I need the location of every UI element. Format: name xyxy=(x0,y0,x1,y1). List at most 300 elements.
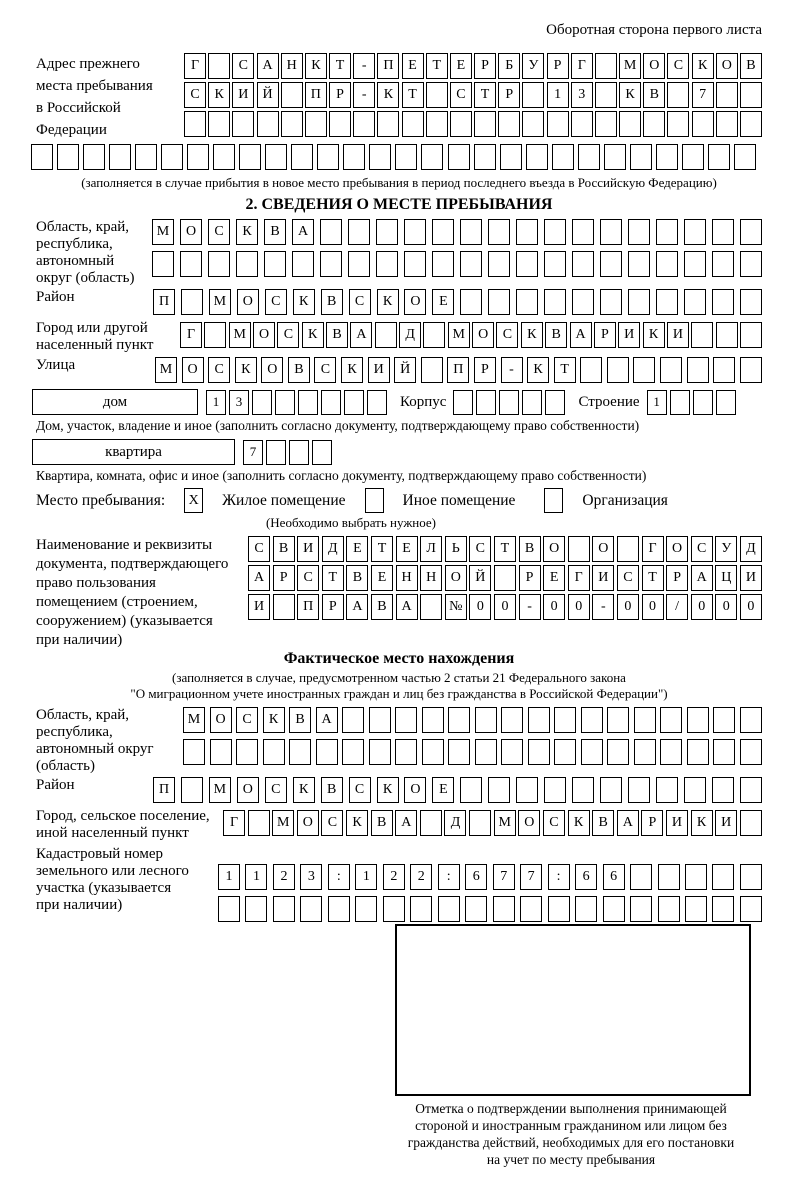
char-box[interactable] xyxy=(320,219,342,245)
char-box[interactable]: У xyxy=(522,53,544,79)
char-box[interactable] xyxy=(210,739,232,765)
char-box[interactable]: С xyxy=(349,777,371,803)
char-box[interactable]: О xyxy=(716,53,738,79)
char-box[interactable] xyxy=(494,565,516,591)
char-box[interactable]: В xyxy=(545,322,567,348)
char-box[interactable]: О xyxy=(237,777,259,803)
char-box[interactable] xyxy=(595,82,617,108)
char-box[interactable] xyxy=(660,707,682,733)
char-box[interactable]: А xyxy=(617,810,639,836)
char-box[interactable] xyxy=(734,144,756,170)
char-box[interactable] xyxy=(554,707,576,733)
char-box[interactable] xyxy=(453,390,473,415)
char-box[interactable] xyxy=(682,144,704,170)
char-box[interactable]: К xyxy=(263,707,285,733)
char-box[interactable]: О xyxy=(237,289,259,315)
char-box[interactable] xyxy=(716,322,738,348)
char-box[interactable] xyxy=(291,144,313,170)
char-box[interactable]: - xyxy=(353,82,375,108)
char-box[interactable] xyxy=(600,219,622,245)
char-box[interactable]: № xyxy=(445,594,467,620)
char-box[interactable]: К xyxy=(691,810,713,836)
char-box[interactable]: 1 xyxy=(355,864,377,890)
char-box[interactable] xyxy=(740,111,762,137)
char-box[interactable]: М xyxy=(155,357,177,383)
char-box[interactable]: О xyxy=(253,322,275,348)
char-box[interactable] xyxy=(432,251,454,277)
char-box[interactable] xyxy=(740,219,762,245)
char-box[interactable] xyxy=(740,810,762,836)
char-box[interactable]: И xyxy=(232,82,254,108)
char-box[interactable] xyxy=(369,739,391,765)
char-box[interactable]: О xyxy=(543,536,565,562)
char-box[interactable]: 7 xyxy=(520,864,542,890)
char-box[interactable] xyxy=(395,739,417,765)
char-box[interactable]: Р xyxy=(641,810,663,836)
char-box[interactable] xyxy=(658,864,680,890)
char-box[interactable]: Й xyxy=(394,357,416,383)
char-box[interactable]: 1 xyxy=(218,864,240,890)
char-box[interactable]: Б xyxy=(498,53,520,79)
char-box[interactable] xyxy=(604,144,626,170)
char-box[interactable] xyxy=(684,251,706,277)
char-box[interactable] xyxy=(498,111,520,137)
char-box[interactable]: О xyxy=(643,53,665,79)
char-box[interactable]: 1 xyxy=(647,390,667,415)
char-box[interactable]: С xyxy=(265,777,287,803)
char-box[interactable] xyxy=(367,390,387,415)
char-box[interactable] xyxy=(656,777,678,803)
char-box[interactable] xyxy=(643,111,665,137)
char-box[interactable]: В xyxy=(326,322,348,348)
char-box[interactable] xyxy=(383,896,405,922)
char-box[interactable] xyxy=(501,739,523,765)
char-box[interactable] xyxy=(344,390,364,415)
char-box[interactable] xyxy=(656,219,678,245)
char-box[interactable] xyxy=(712,864,734,890)
char-box[interactable] xyxy=(571,111,593,137)
char-box[interactable]: Е xyxy=(346,536,368,562)
char-box[interactable]: А xyxy=(257,53,279,79)
char-box[interactable] xyxy=(687,357,709,383)
char-box[interactable] xyxy=(432,219,454,245)
char-box[interactable] xyxy=(426,111,448,137)
char-box[interactable]: О xyxy=(404,777,426,803)
char-box[interactable]: Е xyxy=(432,777,454,803)
char-box[interactable]: - xyxy=(519,594,541,620)
char-box[interactable]: С xyxy=(232,53,254,79)
char-box[interactable]: : xyxy=(548,864,570,890)
char-box[interactable]: 2 xyxy=(383,864,405,890)
char-box[interactable] xyxy=(488,251,510,277)
char-box[interactable] xyxy=(460,219,482,245)
char-box[interactable] xyxy=(630,864,652,890)
char-box[interactable] xyxy=(316,739,338,765)
char-box[interactable] xyxy=(692,111,714,137)
char-box[interactable] xyxy=(595,111,617,137)
char-box[interactable] xyxy=(628,289,650,315)
char-box[interactable] xyxy=(740,251,762,277)
checkbox-other-premises[interactable] xyxy=(365,488,384,513)
char-box[interactable]: 7 xyxy=(493,864,515,890)
char-box[interactable]: Т xyxy=(554,357,576,383)
char-box[interactable]: 7 xyxy=(692,82,714,108)
char-box[interactable] xyxy=(474,144,496,170)
char-box[interactable] xyxy=(236,739,258,765)
char-box[interactable]: С xyxy=(184,82,206,108)
char-box[interactable]: Т xyxy=(642,565,664,591)
char-box[interactable] xyxy=(740,82,762,108)
char-box[interactable] xyxy=(289,739,311,765)
char-box[interactable] xyxy=(317,144,339,170)
char-box[interactable]: Д xyxy=(444,810,466,836)
char-box[interactable] xyxy=(476,390,496,415)
char-box[interactable] xyxy=(548,896,570,922)
char-box[interactable] xyxy=(289,440,309,465)
char-box[interactable]: 1 xyxy=(245,864,267,890)
char-box[interactable] xyxy=(410,896,432,922)
char-box[interactable] xyxy=(660,357,682,383)
char-box[interactable]: К xyxy=(527,357,549,383)
char-box[interactable]: С xyxy=(667,53,689,79)
char-box[interactable]: Т xyxy=(329,53,351,79)
char-box[interactable]: А xyxy=(691,565,713,591)
char-box[interactable]: Й xyxy=(469,565,491,591)
char-box[interactable] xyxy=(628,251,650,277)
char-box[interactable] xyxy=(448,707,470,733)
char-box[interactable]: О xyxy=(297,810,319,836)
char-box[interactable] xyxy=(600,777,622,803)
char-box[interactable] xyxy=(273,896,295,922)
char-box[interactable]: С xyxy=(277,322,299,348)
char-box[interactable] xyxy=(712,777,734,803)
char-box[interactable] xyxy=(713,739,735,765)
char-box[interactable] xyxy=(528,739,550,765)
char-box[interactable]: А xyxy=(570,322,592,348)
char-box[interactable] xyxy=(187,144,209,170)
char-box[interactable] xyxy=(320,251,342,277)
char-box[interactable] xyxy=(607,739,629,765)
char-box[interactable] xyxy=(369,144,391,170)
checkbox-organization[interactable] xyxy=(544,488,563,513)
char-box[interactable] xyxy=(376,251,398,277)
char-box[interactable] xyxy=(421,144,443,170)
char-box[interactable] xyxy=(607,707,629,733)
char-box[interactable]: К xyxy=(208,82,230,108)
char-box[interactable]: О xyxy=(518,810,540,836)
char-box[interactable]: К xyxy=(643,322,665,348)
char-box[interactable]: 0 xyxy=(494,594,516,620)
char-box[interactable] xyxy=(265,144,287,170)
char-box[interactable] xyxy=(712,896,734,922)
char-box[interactable]: И xyxy=(592,565,614,591)
char-box[interactable] xyxy=(135,144,157,170)
char-box[interactable]: Т xyxy=(426,53,448,79)
char-box[interactable] xyxy=(740,322,762,348)
char-box[interactable] xyxy=(687,739,709,765)
char-box[interactable]: К xyxy=(346,810,368,836)
char-box[interactable] xyxy=(248,810,270,836)
char-box[interactable] xyxy=(568,536,590,562)
char-box[interactable]: 7 xyxy=(243,440,263,465)
char-box[interactable] xyxy=(528,707,550,733)
char-box[interactable]: Р xyxy=(273,565,295,591)
char-box[interactable] xyxy=(321,390,341,415)
char-box[interactable]: - xyxy=(501,357,523,383)
char-box[interactable] xyxy=(239,144,261,170)
char-box[interactable]: Л xyxy=(420,536,442,562)
char-box[interactable]: П xyxy=(297,594,319,620)
char-box[interactable]: Н xyxy=(281,53,303,79)
char-box[interactable] xyxy=(266,440,286,465)
char-box[interactable] xyxy=(208,111,230,137)
char-box[interactable]: В xyxy=(643,82,665,108)
char-box[interactable]: С xyxy=(208,219,230,245)
char-box[interactable] xyxy=(257,111,279,137)
char-box[interactable] xyxy=(348,251,370,277)
char-box[interactable]: Г xyxy=(223,810,245,836)
char-box[interactable]: 6 xyxy=(575,864,597,890)
char-box[interactable] xyxy=(684,219,706,245)
char-box[interactable] xyxy=(740,896,762,922)
char-box[interactable] xyxy=(656,251,678,277)
char-box[interactable]: 0 xyxy=(715,594,737,620)
char-box[interactable] xyxy=(630,896,652,922)
char-box[interactable]: Т xyxy=(494,536,516,562)
char-box[interactable] xyxy=(252,390,272,415)
char-box[interactable]: С xyxy=(496,322,518,348)
char-box[interactable] xyxy=(181,289,203,315)
char-box[interactable] xyxy=(501,707,523,733)
char-box[interactable] xyxy=(422,707,444,733)
char-box[interactable]: 0 xyxy=(740,594,762,620)
char-box[interactable] xyxy=(572,219,594,245)
char-box[interactable]: П xyxy=(153,777,175,803)
char-box[interactable]: Е xyxy=(543,565,565,591)
char-box[interactable]: В xyxy=(288,357,310,383)
char-box[interactable]: О xyxy=(182,357,204,383)
char-box[interactable] xyxy=(740,777,762,803)
char-box[interactable] xyxy=(208,53,230,79)
char-box[interactable]: П xyxy=(377,53,399,79)
char-box[interactable] xyxy=(375,322,397,348)
char-box[interactable] xyxy=(740,707,762,733)
char-box[interactable]: Р xyxy=(474,53,496,79)
char-box[interactable] xyxy=(716,111,738,137)
char-box[interactable]: 0 xyxy=(691,594,713,620)
char-box[interactable] xyxy=(716,390,736,415)
char-box[interactable] xyxy=(469,810,491,836)
char-box[interactable]: А xyxy=(395,810,417,836)
char-box[interactable] xyxy=(281,82,303,108)
char-box[interactable] xyxy=(544,219,566,245)
char-box[interactable]: С xyxy=(314,357,336,383)
char-box[interactable]: Г xyxy=(571,53,593,79)
char-box[interactable]: 2 xyxy=(273,864,295,890)
char-box[interactable] xyxy=(342,707,364,733)
char-box[interactable] xyxy=(329,111,351,137)
char-box[interactable] xyxy=(474,111,496,137)
char-box[interactable]: К xyxy=(293,289,315,315)
char-box[interactable] xyxy=(713,707,735,733)
char-box[interactable]: Е xyxy=(450,53,472,79)
char-box[interactable] xyxy=(264,251,286,277)
char-box[interactable]: - xyxy=(353,53,375,79)
char-box[interactable]: Д xyxy=(740,536,762,562)
char-box[interactable]: Г xyxy=(642,536,664,562)
char-box[interactable]: 3 xyxy=(300,864,322,890)
char-box[interactable]: О xyxy=(666,536,688,562)
char-box[interactable]: А xyxy=(346,594,368,620)
char-box[interactable] xyxy=(420,594,442,620)
char-box[interactable] xyxy=(312,440,332,465)
char-box[interactable]: К xyxy=(377,82,399,108)
char-box[interactable]: И xyxy=(368,357,390,383)
char-box[interactable] xyxy=(600,289,622,315)
char-box[interactable]: 3 xyxy=(571,82,593,108)
char-box[interactable] xyxy=(236,251,258,277)
char-box[interactable] xyxy=(460,777,482,803)
char-box[interactable]: Е xyxy=(396,536,418,562)
char-box[interactable]: В xyxy=(371,594,393,620)
char-box[interactable] xyxy=(465,896,487,922)
char-box[interactable] xyxy=(183,739,205,765)
char-box[interactable] xyxy=(298,390,318,415)
char-box[interactable] xyxy=(353,111,375,137)
char-box[interactable] xyxy=(475,707,497,733)
char-box[interactable]: Р xyxy=(594,322,616,348)
char-box[interactable] xyxy=(460,251,482,277)
char-box[interactable] xyxy=(426,82,448,108)
char-box[interactable] xyxy=(685,864,707,890)
char-box[interactable]: Е xyxy=(402,53,424,79)
char-box[interactable]: Е xyxy=(432,289,454,315)
char-box[interactable]: Р xyxy=(547,53,569,79)
char-box[interactable] xyxy=(670,390,690,415)
char-box[interactable] xyxy=(499,390,519,415)
char-box[interactable] xyxy=(595,53,617,79)
char-box[interactable] xyxy=(581,739,603,765)
char-box[interactable] xyxy=(493,896,515,922)
char-box[interactable]: У xyxy=(715,536,737,562)
char-box[interactable] xyxy=(740,739,762,765)
char-box[interactable] xyxy=(152,251,174,277)
char-box[interactable]: В xyxy=(273,536,295,562)
char-box[interactable] xyxy=(281,111,303,137)
char-box[interactable] xyxy=(572,777,594,803)
char-box[interactable]: 1 xyxy=(547,82,569,108)
checkbox-residential[interactable]: X xyxy=(184,488,203,513)
char-box[interactable] xyxy=(31,144,53,170)
char-box[interactable] xyxy=(740,289,762,315)
char-box[interactable] xyxy=(712,289,734,315)
char-box[interactable]: К xyxy=(341,357,363,383)
char-box[interactable]: И xyxy=(715,810,737,836)
char-box[interactable]: К xyxy=(692,53,714,79)
char-box[interactable]: Н xyxy=(396,565,418,591)
char-box[interactable]: В xyxy=(321,777,343,803)
char-box[interactable]: С xyxy=(691,536,713,562)
char-box[interactable] xyxy=(245,896,267,922)
char-box[interactable]: М xyxy=(209,777,231,803)
char-box[interactable]: А xyxy=(292,219,314,245)
char-box[interactable]: К xyxy=(568,810,590,836)
char-box[interactable] xyxy=(667,82,689,108)
char-box[interactable]: Р xyxy=(474,357,496,383)
char-box[interactable] xyxy=(377,111,399,137)
char-box[interactable] xyxy=(450,111,472,137)
char-box[interactable] xyxy=(516,219,538,245)
char-box[interactable]: 6 xyxy=(603,864,625,890)
char-box[interactable]: О xyxy=(261,357,283,383)
char-box[interactable] xyxy=(83,144,105,170)
char-box[interactable]: Р xyxy=(322,594,344,620)
char-box[interactable]: О xyxy=(472,322,494,348)
char-box[interactable]: А xyxy=(316,707,338,733)
char-box[interactable]: К xyxy=(302,322,324,348)
char-box[interactable]: И xyxy=(248,594,270,620)
char-box[interactable] xyxy=(628,219,650,245)
char-box[interactable]: С xyxy=(248,536,270,562)
char-box[interactable]: 0 xyxy=(543,594,565,620)
char-box[interactable] xyxy=(712,251,734,277)
char-box[interactable] xyxy=(522,82,544,108)
char-box[interactable] xyxy=(395,144,417,170)
char-box[interactable]: 1 xyxy=(206,390,226,415)
char-box[interactable]: С xyxy=(617,565,639,591)
char-box[interactable]: П xyxy=(153,289,175,315)
char-box[interactable] xyxy=(684,289,706,315)
char-box[interactable]: С xyxy=(321,810,343,836)
char-box[interactable]: П xyxy=(447,357,469,383)
char-box[interactable] xyxy=(184,111,206,137)
char-box[interactable] xyxy=(422,739,444,765)
char-box[interactable]: В xyxy=(289,707,311,733)
char-box[interactable] xyxy=(572,251,594,277)
char-box[interactable]: 0 xyxy=(642,594,664,620)
char-box[interactable]: И xyxy=(667,322,689,348)
char-box[interactable] xyxy=(580,357,602,383)
char-box[interactable]: С xyxy=(265,289,287,315)
char-box[interactable]: Т xyxy=(474,82,496,108)
char-box[interactable]: В xyxy=(371,810,393,836)
char-box[interactable]: Г xyxy=(184,53,206,79)
char-box[interactable]: А xyxy=(248,565,270,591)
char-box[interactable] xyxy=(667,111,689,137)
char-box[interactable] xyxy=(273,594,295,620)
char-box[interactable] xyxy=(633,357,655,383)
char-box[interactable] xyxy=(423,322,445,348)
char-box[interactable] xyxy=(355,896,377,922)
char-box[interactable]: К xyxy=(235,357,257,383)
char-box[interactable] xyxy=(740,357,762,383)
char-box[interactable] xyxy=(634,707,656,733)
char-box[interactable]: О xyxy=(210,707,232,733)
char-box[interactable]: В xyxy=(740,53,762,79)
char-box[interactable]: М xyxy=(272,810,294,836)
char-box[interactable]: 0 xyxy=(469,594,491,620)
char-box[interactable] xyxy=(685,896,707,922)
char-box[interactable] xyxy=(328,896,350,922)
char-box[interactable] xyxy=(161,144,183,170)
char-box[interactable] xyxy=(581,707,603,733)
char-box[interactable]: Р xyxy=(666,565,688,591)
char-box[interactable] xyxy=(343,144,365,170)
char-box[interactable]: М xyxy=(183,707,205,733)
char-box[interactable] xyxy=(658,896,680,922)
char-box[interactable] xyxy=(488,777,510,803)
char-box[interactable]: О xyxy=(180,219,202,245)
